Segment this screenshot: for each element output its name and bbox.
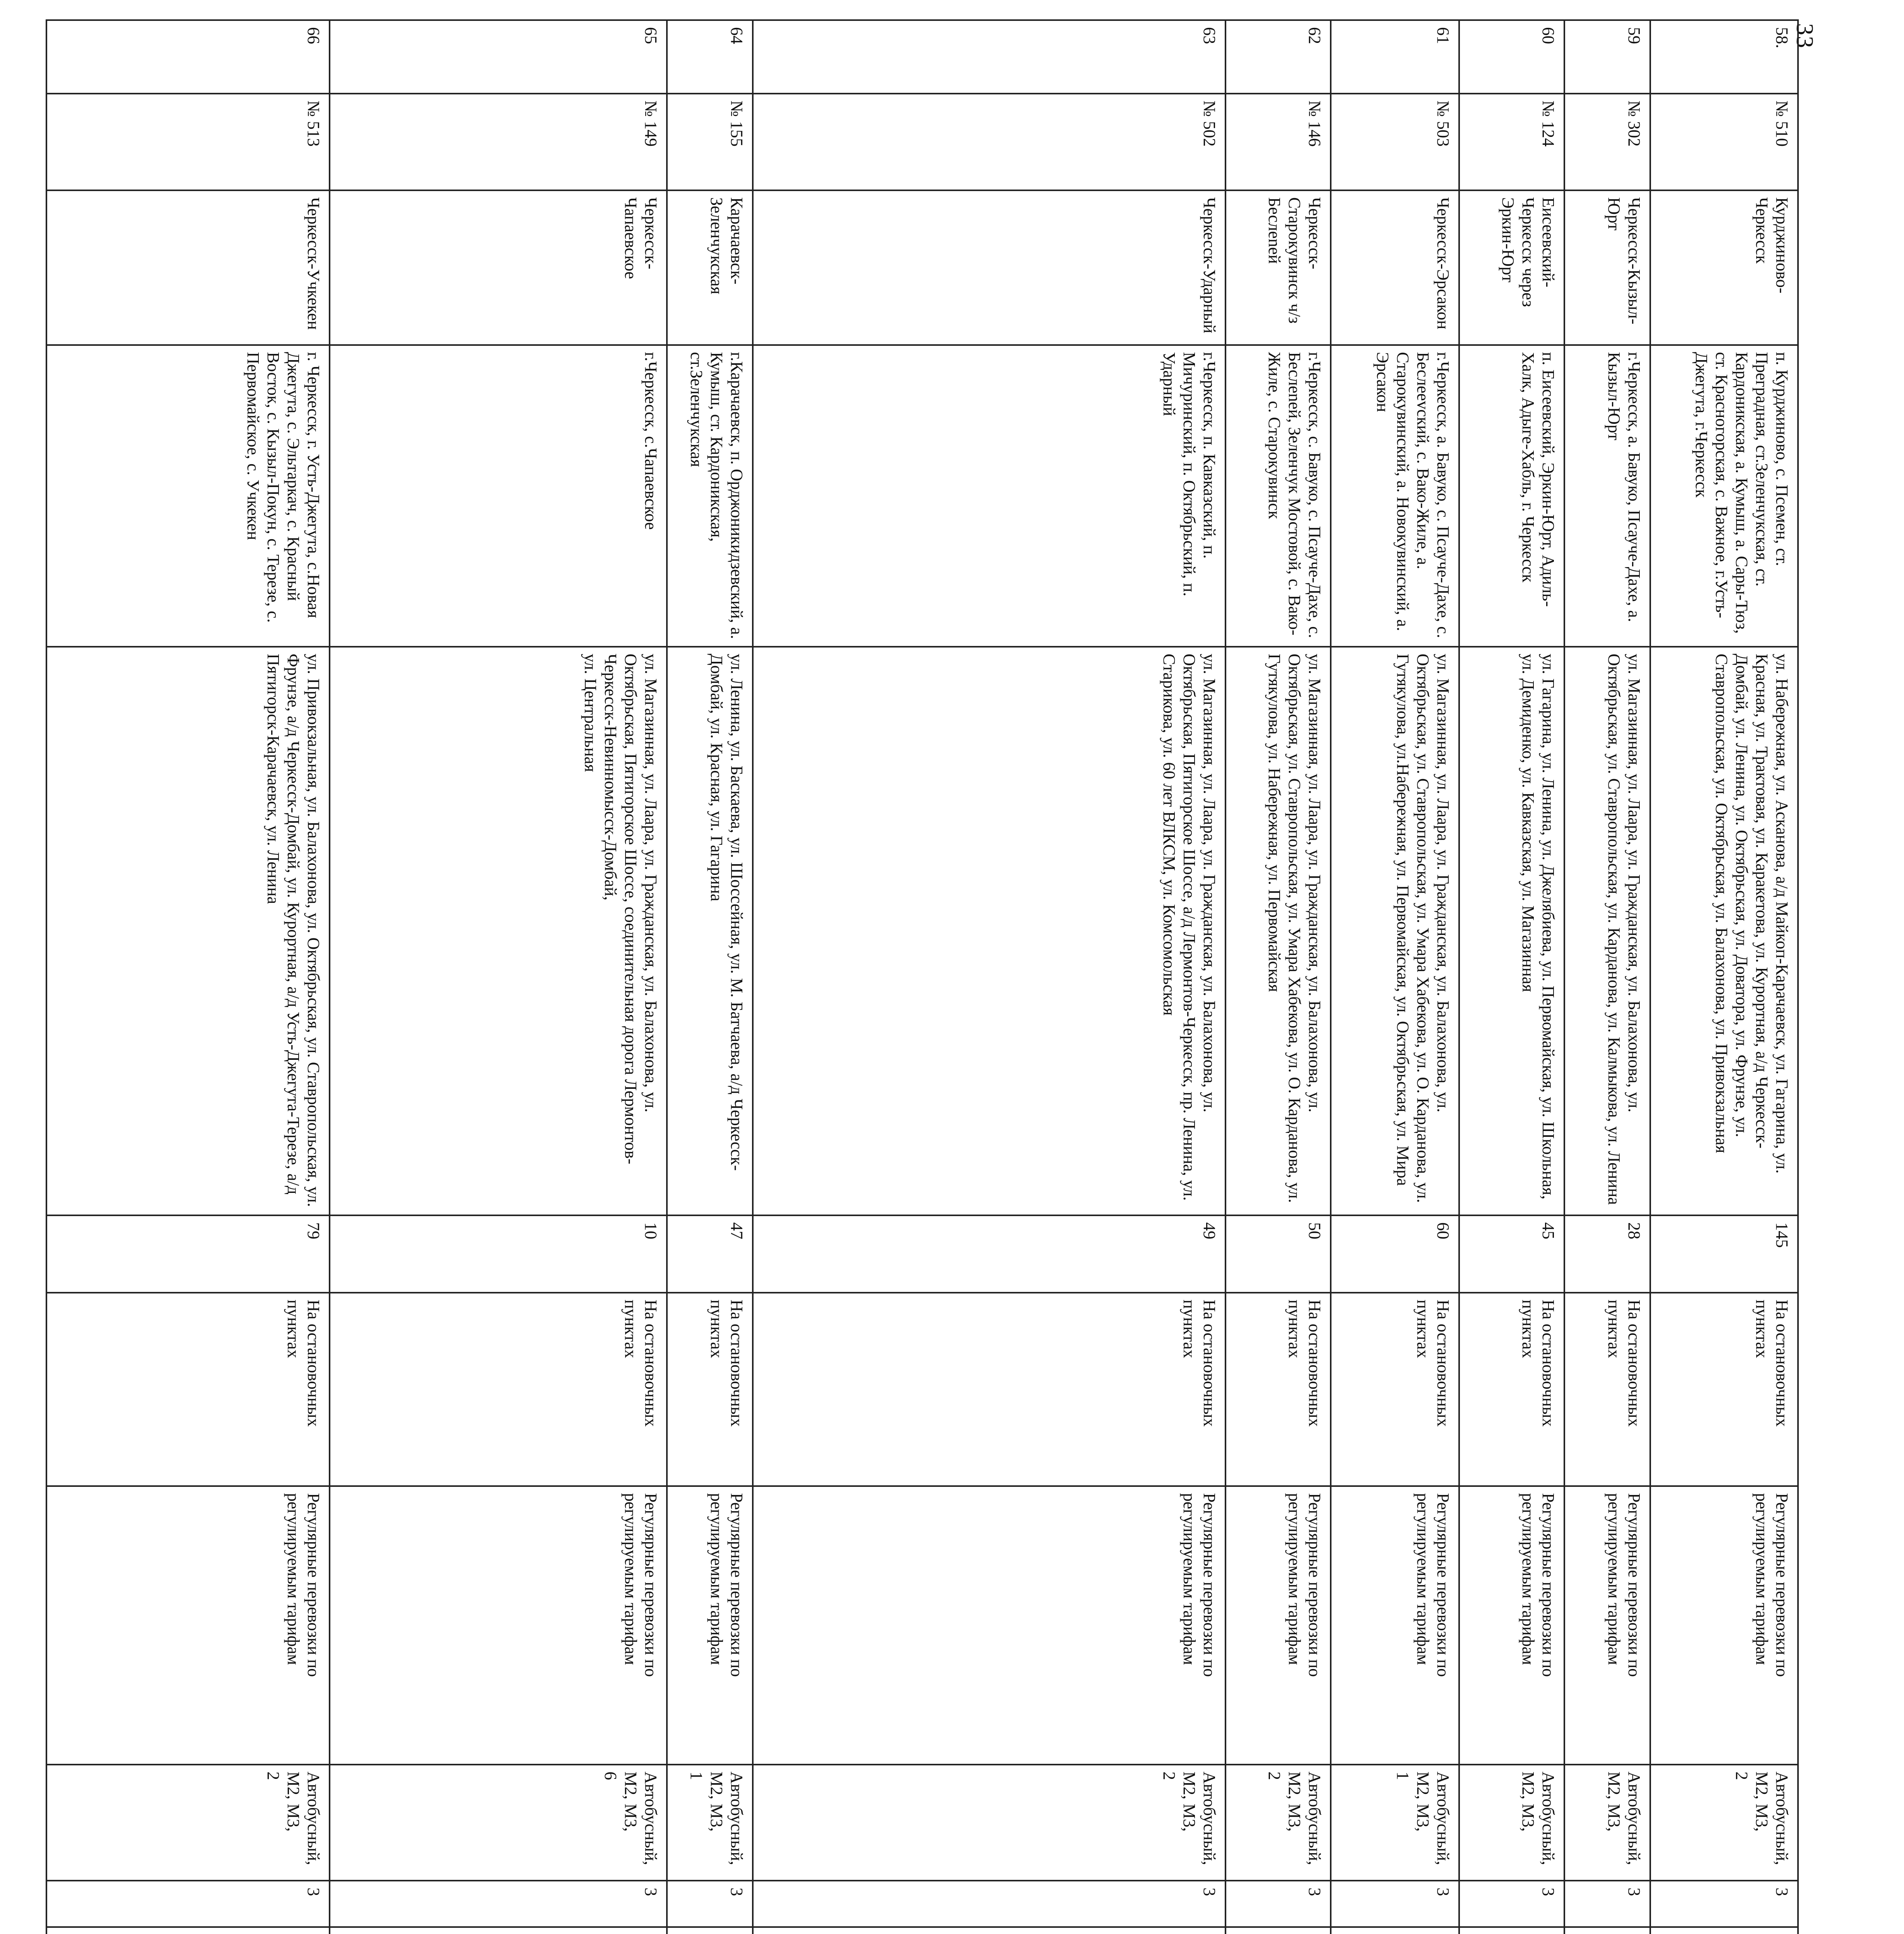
cell-km: 50 [1225, 1215, 1331, 1293]
cell-date [667, 1927, 753, 1934]
cell-streets: ул. Магазинная, ул. Лаара, ул. Гражданская, ул. Балахонова, ул. Октябрьская, ул. Ставропольская, ул. Умара Хабекова, ул. О. Карданова, ул. Гутякулова, ул. Набережная, ул. Первомайская [1225, 647, 1331, 1215]
cell-no: 60 [1459, 20, 1564, 94]
cell-vehicle: Автобусный, М2, М3, 6 [330, 1765, 667, 1881]
cell-stops: п. Еисеевский, Эркин-Юрт, Адиль-Халк, Адыге-Хабль, г. Черкесск [1459, 345, 1564, 647]
cell-no: 64 [667, 20, 753, 94]
cell-ecology: 3 [1564, 1881, 1650, 1927]
cell-streets: ул. Гагарина, ул. Ленина, ул. Джелябиева, ул. Первомайская, ул. Школьная, ул. Демиденко, ул. Кавказская, ул. Магазинная [1459, 647, 1564, 1215]
cell-no: 66 [46, 20, 330, 94]
cell-date [1564, 1927, 1650, 1934]
cell-procedure: На остановочных пунктах [753, 1293, 1225, 1486]
cell-type: Регулярные перевозки по регулируемым тарифам [46, 1486, 330, 1765]
cell-name: Черкесск-Кызыл-Юрт [1564, 190, 1650, 345]
cell-streets: ул. Ленина, ул. Баскаева, ул. Шоссейная, ул. М. Батчаева, а/д Черкесск-Домбай, ул. Красная, ул. Гагарина [667, 647, 753, 1215]
table-row [1650, 20, 1798, 1934]
cell-type: Регулярные перевозки по регулируемым тарифам [1225, 1486, 1331, 1765]
table-row [330, 20, 667, 1934]
cell-stops: г.Черкесск, а. Бавуко, Псауче-Дахе, а. Кызыл-Юрт [1564, 345, 1650, 647]
cell-vehicle: Автобусный, М2, М3, 1 [667, 1765, 753, 1881]
cell-date [1331, 1927, 1459, 1934]
cell-stops: г.Черкесск, с.Чапаевское [330, 345, 667, 647]
rotated-table-container [124, 19, 1799, 1934]
cell-name: Черкесск-Ударный [753, 190, 1225, 345]
cell-streets: ул. Магазинная, ул. Лаара, ул. Гражданская, ул. Балахонова, ул. Октябрьская, ул. Ставропольская, ул. Карданова, ул. Калмыкова, ул. Ленина [1564, 647, 1650, 1215]
table-row [1225, 20, 1331, 1934]
cell-km: 79 [46, 1215, 330, 1293]
cell-date [1650, 1927, 1798, 1934]
cell-procedure: На остановочных пунктах [1650, 1293, 1798, 1486]
cell-stops: г.Черкесск, с. Бавуко, с. Псауче-Дахе, с. Беслеnей, Зеленчук Мостовой, с. Вако-Жиле, с. Старокувинск [1225, 345, 1331, 647]
cell-stops: г.Черкесск, п. Кавказский, п. Мичуринский, п. Октябрьский, п. Ударный [753, 345, 1225, 647]
cell-vehicle: Автобусный, М2, М3, 2 [1225, 1765, 1331, 1881]
table-row [753, 20, 1225, 1934]
cell-date [1225, 1927, 1331, 1934]
cell-reg: № 302 [1564, 94, 1650, 190]
table-row [1564, 20, 1650, 1934]
cell-stops: г.Карачаевск, п. Орджоникидзевский, а. Кумыш, ст. Кардоникская, ст.Зеленчукская [667, 345, 753, 647]
cell-name: Черкесск-Учкекен [46, 190, 330, 345]
cell-ecology: 3 [1459, 1881, 1564, 1927]
cell-procedure: На остановочных пунктах [1331, 1293, 1459, 1486]
cell-streets: ул. Магазинная, ул. Лаара, ул. Гражданская, ул. Балахонова, ул. Октябрьская, Пятигорское Шоссе, а/д Лермонтов-Черкесск, пр. Ленина, ул. Старикова, ул. 60 лет ВЛКСМ, ул. Комсомольская [753, 647, 1225, 1215]
table-row [1331, 20, 1459, 1934]
cell-ecology: 3 [667, 1881, 753, 1927]
cell-procedure: На остановочных пунктах [330, 1293, 667, 1486]
cell-date [46, 1927, 330, 1934]
cell-no: 63 [753, 20, 1225, 94]
cell-date [330, 1927, 667, 1934]
cell-reg: № 513 [46, 94, 330, 190]
cell-procedure: На остановочных пунктах [46, 1293, 330, 1486]
cell-km: 47 [667, 1215, 753, 1293]
cell-reg: № 155 [667, 94, 753, 190]
cell-name: Карачаевск-Зеленчукская [667, 190, 753, 345]
cell-no: 59 [1564, 20, 1650, 94]
cell-type: Регулярные перевозки по регулируемым тарифам [1650, 1486, 1798, 1765]
cell-procedure: На остановочных пунктах [667, 1293, 753, 1486]
cell-km: 49 [753, 1215, 1225, 1293]
cell-ecology: 3 [1650, 1881, 1798, 1927]
cell-vehicle: Автобусный, М2, М3, 2 [1650, 1765, 1798, 1881]
table-row [1459, 20, 1564, 1934]
cell-ecology: 3 [46, 1881, 330, 1927]
cell-km: 60 [1331, 1215, 1459, 1293]
cell-reg: № 146 [1225, 94, 1331, 190]
cell-vehicle: Автобусный, М2, М3, [1459, 1765, 1564, 1881]
cell-name: Курджиново-Черкесск [1650, 190, 1798, 345]
cell-type: Регулярные перевозки по регулируемым тарифам [1331, 1486, 1459, 1765]
routes-table-body [46, 20, 1798, 1934]
cell-streets: ул. Магазинная, ул. Лаара, ул. Гражданская, ул. Балахонова, ул. Октябрьская, ул. Ставропольская, ул. Умара Хабекова, ул. О. Карданова, ул. Гутякулова, ул.Набережная, ул. Первомайская, ул. Октябрьская, ул. Мира [1331, 647, 1459, 1215]
cell-no: 61 [1331, 20, 1459, 94]
cell-stops: п. Курджиново, с. Псемен, ст. Преградная, ст.Зеленчукская, ст. Кардоникская, а. Кумыш, а. Сары-Тюз, ст. Красногорская, с. Важное, г.Усть-Джегута, г.Черкесск [1650, 345, 1798, 647]
cell-vehicle: Автобусный, М2, М3, 1 [1331, 1765, 1459, 1881]
cell-vehicle: Автобусный, М2, М3, 2 [46, 1765, 330, 1881]
cell-no: 58. [1650, 20, 1798, 94]
cell-date [1459, 1927, 1564, 1934]
cell-name: Черкесск-Старокувинск ч/з Беслеnей [1225, 190, 1331, 345]
cell-reg: № 502 [753, 94, 1225, 190]
cell-type: Регулярные перевозки по регулируемым тарифам [330, 1486, 667, 1765]
cell-streets: ул. Привокзальная, ул. Балахонова, ул. Октябрьская, ул. Ставропольская, ул. Фрунзе, а/д Черкесск-Домбай, ул. Курортная, а/д Усть-Джегута-Терезе, а/д Пятигорск-Карачаевск, ул. Ленина [46, 647, 330, 1215]
cell-km: 10 [330, 1215, 667, 1293]
cell-streets: ул. Магазинная, ул. Лаара, ул. Гражданская, ул. Балахонова, ул. Октябрьская, Пятигорское Шоссе, соединительная дорога Лермонтов-Черкесск-Невинномысск-Домбай, ул. Центральная [330, 647, 667, 1215]
cell-name: Черкесск-Эрсакон [1331, 190, 1459, 345]
cell-streets: ул. Набережная, ул. Асканова, а/д Майкоп-Карачаевск, ул. Гагарина, ул. Красная, ул. Трактовая, ул. Каракетова, ул. Курортная, а/д Черкесск-Домбай, ул. Ленина, ул. Октябрьская, ул. Доватора, ул. Фрунзе, ул. Ставропольская, ул. Октябрьская, ул. Балахонова, ул. Привокзальная [1650, 647, 1798, 1215]
cell-no: 65 [330, 20, 667, 94]
cell-procedure: На остановочных пунктах [1564, 1293, 1650, 1486]
cell-ecology: 3 [753, 1881, 1225, 1927]
page-number: 33 [1791, 23, 1818, 49]
cell-date [753, 1927, 1225, 1934]
cell-procedure: На остановочных пунктах [1225, 1293, 1331, 1486]
cell-no: 62 [1225, 20, 1331, 94]
cell-stops: г. Черкесск, г. Усть-Джегута, с.Новая Джегута, с. Эльтаркач, с. Красный Восток, с. Кызыл-Покун, с. Терезе, с. Первомайское, с. Учкекен [46, 345, 330, 647]
cell-reg: № 510 [1650, 94, 1798, 190]
cell-stops: г.Черкесск, а. Бавуко, с. Псауче-Дахе, с. Беслеevский, с. Вако-Жиле, а. Старокувинский, а. Новокувинский, а. Эрсакон [1331, 345, 1459, 647]
cell-reg: № 149 [330, 94, 667, 190]
cell-procedure: На остановочных пунктах [1459, 1293, 1564, 1486]
cell-reg: № 124 [1459, 94, 1564, 190]
cell-type: Регулярные перевозки по регулируемым тарифам [667, 1486, 753, 1765]
cell-vehicle: Автобусный, М2, М3, [1564, 1765, 1650, 1881]
cell-type: Регулярные перевозки по регулируемым тарифам [1459, 1486, 1564, 1765]
table-row [667, 20, 753, 1934]
cell-ecology: 3 [1331, 1881, 1459, 1927]
cell-reg: № 503 [1331, 94, 1459, 190]
routes-table [46, 19, 1799, 1934]
table-row [46, 20, 330, 1934]
cell-km: 145 [1650, 1215, 1798, 1293]
cell-type: Регулярные перевозки по регулируемым тарифам [1564, 1486, 1650, 1765]
cell-name: Черкесск-Чапаевское [330, 190, 667, 345]
cell-vehicle: Автобусный, М2, М3, 2 [753, 1765, 1225, 1881]
cell-type: Регулярные перевозки по регулируемым тарифам [753, 1486, 1225, 1765]
cell-name: Еисеевский-Черкесск через Эркин-Юрт [1459, 190, 1564, 345]
cell-km: 45 [1459, 1215, 1564, 1293]
cell-km: 28 [1564, 1215, 1650, 1293]
cell-ecology: 3 [1225, 1881, 1331, 1927]
cell-ecology: 3 [330, 1881, 667, 1927]
